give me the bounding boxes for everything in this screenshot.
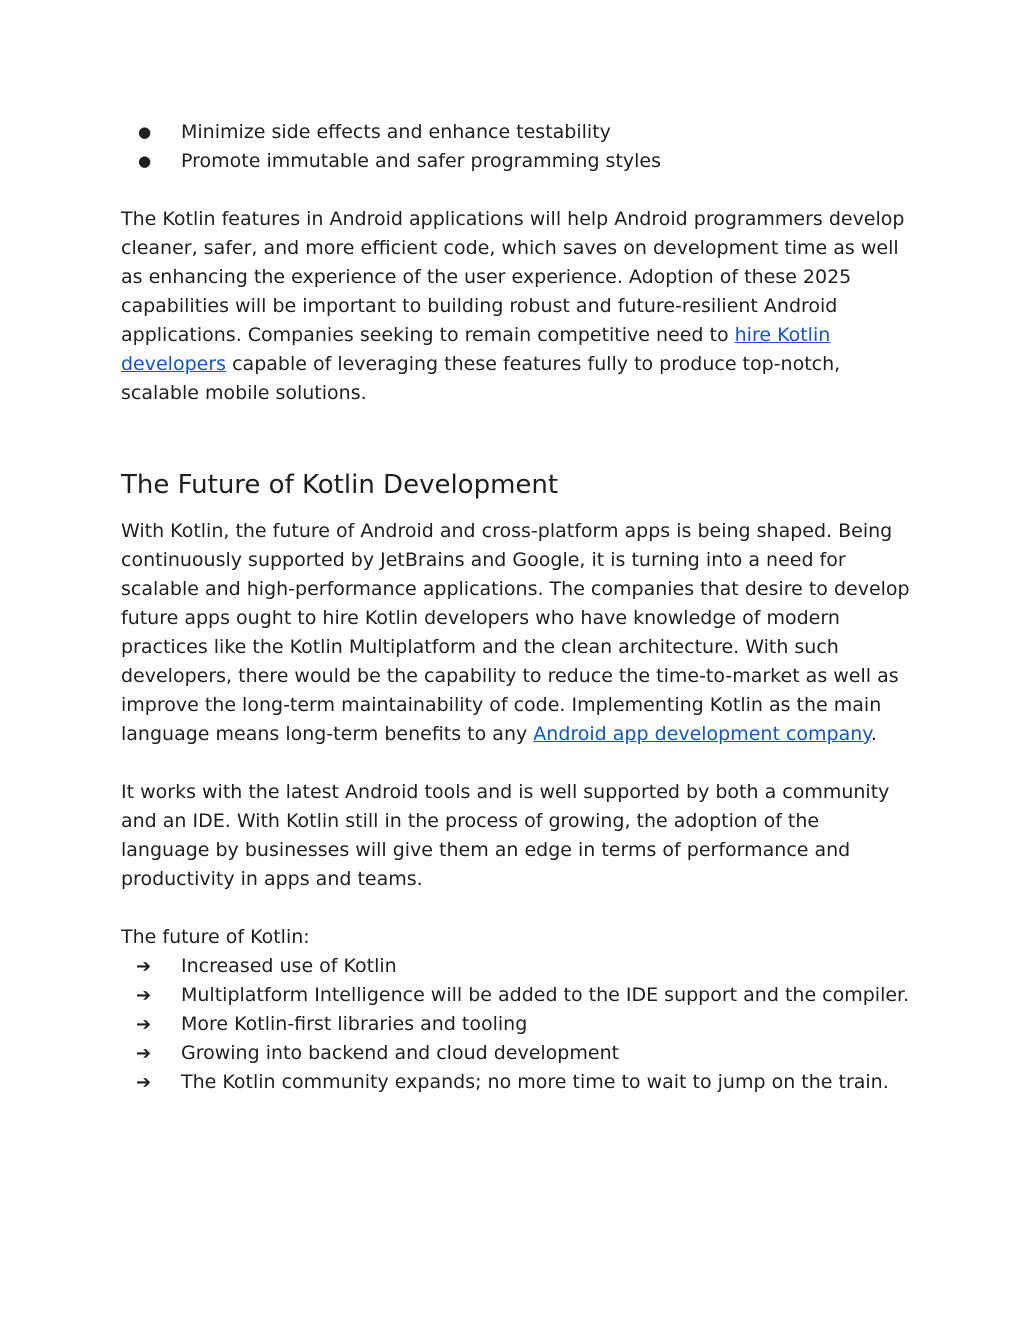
arrow-list-item bbox=[121, 1068, 911, 1097]
future-intro-text: The future of Kotlin: bbox=[121, 926, 310, 948]
paragraph-text: With Kotlin, the future of Android and cross-platform apps is being shaped. Being continuously supported by JetBrains and Google, it is turning into a need for scalable and high-performance applications. The companies that desire to develop future apps ought to hire Kotlin developers who have knowledge of modern practices like the Kotlin Multiplatform and the clean architecture. With such developers, there would be the capability to reduce the time-to-market as well as improve the long-term maintainability of code. Implementing Kotlin as the main language means long-term benefits to any bbox=[121, 520, 910, 745]
android-app-development-company-link[interactable]: Android app development company bbox=[533, 723, 871, 745]
arrow-item-text: Multiplatform Intelligence will be added to the IDE support and the compiler. bbox=[181, 984, 910, 1006]
bullet-item bbox=[121, 147, 911, 176]
paragraph-text: The Kotlin features in Android applications will help Android programmers develop cleaner, safer, and more efficient code, which saves on development time as well as enhancing the experience of the user experience. Adoption of these 2025 capabilities will be important to building robust and future-resilient Android applications. Companies seeking to remain competitive need to bbox=[121, 208, 905, 346]
arrow-list-item bbox=[121, 952, 911, 981]
spacer bbox=[121, 894, 911, 923]
tools-paragraph: It works with the latest Android tools and is well supported by both a community and an IDE. With Kotlin still in the process of growing, the adoption of the language by businesses will give them an edge in terms of performance and productivity in apps and teams. bbox=[121, 781, 890, 890]
arrow-right-icon: ➔ bbox=[136, 1014, 152, 1035]
paragraph-text: capable of leveraging these features fully to produce top-notch, scalable mobile solutions. bbox=[121, 353, 841, 404]
arrow-item-text: The Kotlin community expands; no more time to wait to jump on the train. bbox=[181, 1071, 889, 1093]
hire-kotlin-developers-link[interactable]: hire Kotlin developers bbox=[121, 324, 831, 375]
spacer bbox=[121, 749, 911, 778]
arrow-list-item bbox=[121, 1039, 911, 1068]
bullet-item bbox=[121, 118, 911, 147]
spacer bbox=[121, 408, 911, 465]
arrow-item-text: Growing into backend and cloud development bbox=[181, 1042, 620, 1064]
arrow-item-text: More Kotlin-first libraries and tooling bbox=[181, 1013, 528, 1035]
arrow-right-icon: ➔ bbox=[136, 985, 152, 1006]
bullet-dot-icon: ● bbox=[138, 152, 152, 170]
section-heading: The Future of Kotlin Development bbox=[121, 470, 559, 500]
arrow-list-item bbox=[121, 981, 911, 1010]
summary-paragraph bbox=[121, 205, 911, 408]
bullet-dot-icon: ● bbox=[138, 123, 152, 141]
arrow-right-icon: ➔ bbox=[136, 1072, 152, 1093]
arrow-list-item bbox=[121, 1010, 911, 1039]
future-arrow-list bbox=[121, 952, 911, 1097]
document-content bbox=[121, 118, 911, 1097]
arrow-item-text: Increased use of Kotlin bbox=[181, 955, 397, 977]
paragraph-text: . bbox=[870, 723, 877, 745]
bullet-text: Promote immutable and safer programming styles bbox=[181, 150, 662, 172]
bullet-text: Minimize side effects and enhance testability bbox=[181, 121, 611, 143]
arrow-right-icon: ➔ bbox=[136, 956, 152, 977]
future-paragraph bbox=[121, 517, 911, 749]
arrow-right-icon: ➔ bbox=[136, 1043, 152, 1064]
spacer bbox=[121, 176, 911, 205]
benefits-bullet-list bbox=[121, 118, 911, 176]
